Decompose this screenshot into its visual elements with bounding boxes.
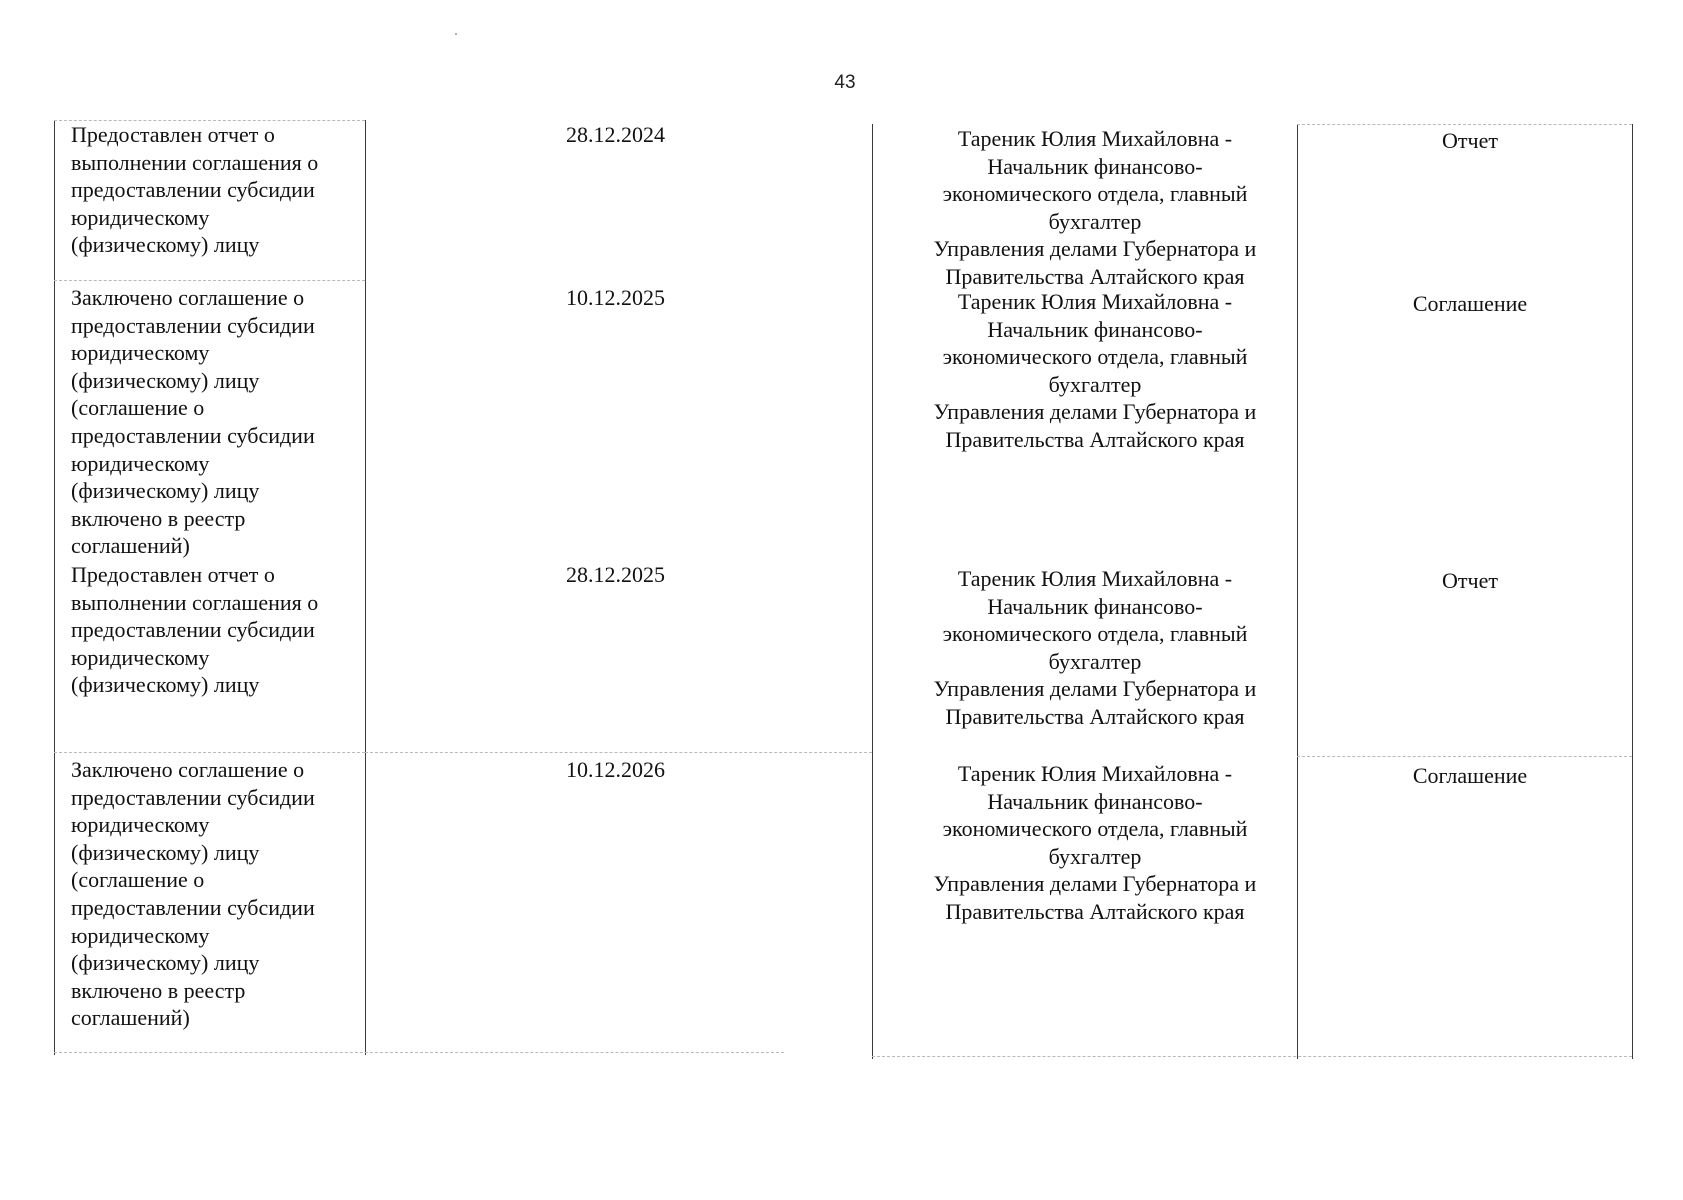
page-number: 43 [834, 72, 856, 93]
responsible-person: Тареник Юлия Михайловна - Начальник финансово- экономического отдела, главный бухгалтер Управления делами Губернатора и Правительства Алтайского края [933, 289, 1257, 452]
row-separator [1297, 124, 1632, 125]
row-separator [365, 752, 872, 753]
scan-speck [455, 33, 457, 35]
row-separator [872, 1056, 1632, 1057]
table-border-left [54, 120, 55, 1055]
document-type: Отчет [1442, 568, 1498, 593]
responsible-person: Тареник Юлия Михайловна - Начальник финансово- экономического отдела, главный бухгалтер Управления делами Губернатора и Правительства Алтайского края [933, 566, 1257, 729]
event-description: Предоставлен отчет о выполнении соглашения о предоставлении субсидии юридическому (физическому) лицу [71, 122, 319, 258]
table-border-right [1632, 124, 1633, 1059]
event-description: Заключено соглашение о предоставлении субсидии юридическому (физическому) лицу (соглашение о предоставлении субсидии юридическому (физическому) лицу включено в реестр соглашений) [71, 285, 315, 559]
document-type: Соглашение [1412, 291, 1528, 316]
row-separator [1297, 756, 1632, 757]
column-divider-2 [872, 124, 873, 1059]
row-separator [54, 280, 365, 281]
event-date: 10.12.2025 [566, 285, 665, 310]
event-date: 10.12.2026 [566, 757, 665, 782]
row-separator [54, 752, 365, 753]
responsible-person: Тареник Юлия Михайловна - Начальник финансово- экономического отдела, главный бухгалтер Управления делами Губернатора и Правительства Алтайского края [933, 126, 1257, 289]
responsible-person: Тареник Юлия Михайловна - Начальник финансово- экономического отдела, главный бухгалтер Управления делами Губернатора и Правительства Алтайского края [933, 761, 1257, 924]
document-type: Отчет [1442, 128, 1498, 153]
event-date: 28.12.2025 [566, 562, 665, 587]
document-type: Соглашение [1412, 763, 1528, 788]
event-description: Заключено соглашение о предоставлении субсидии юридическому (физическому) лицу (соглашение о предоставлении субсидии юридическому (физическому) лицу включено в реестр соглашений) [71, 757, 315, 1031]
event-date: 28.12.2024 [566, 122, 665, 147]
event-description: Предоставлен отчет о выполнении соглашения о предоставлении субсидии юридическому (физическому) лицу [71, 562, 319, 698]
row-separator [54, 1052, 784, 1053]
column-divider-3 [1297, 124, 1298, 1059]
column-divider-1 [365, 120, 366, 1055]
